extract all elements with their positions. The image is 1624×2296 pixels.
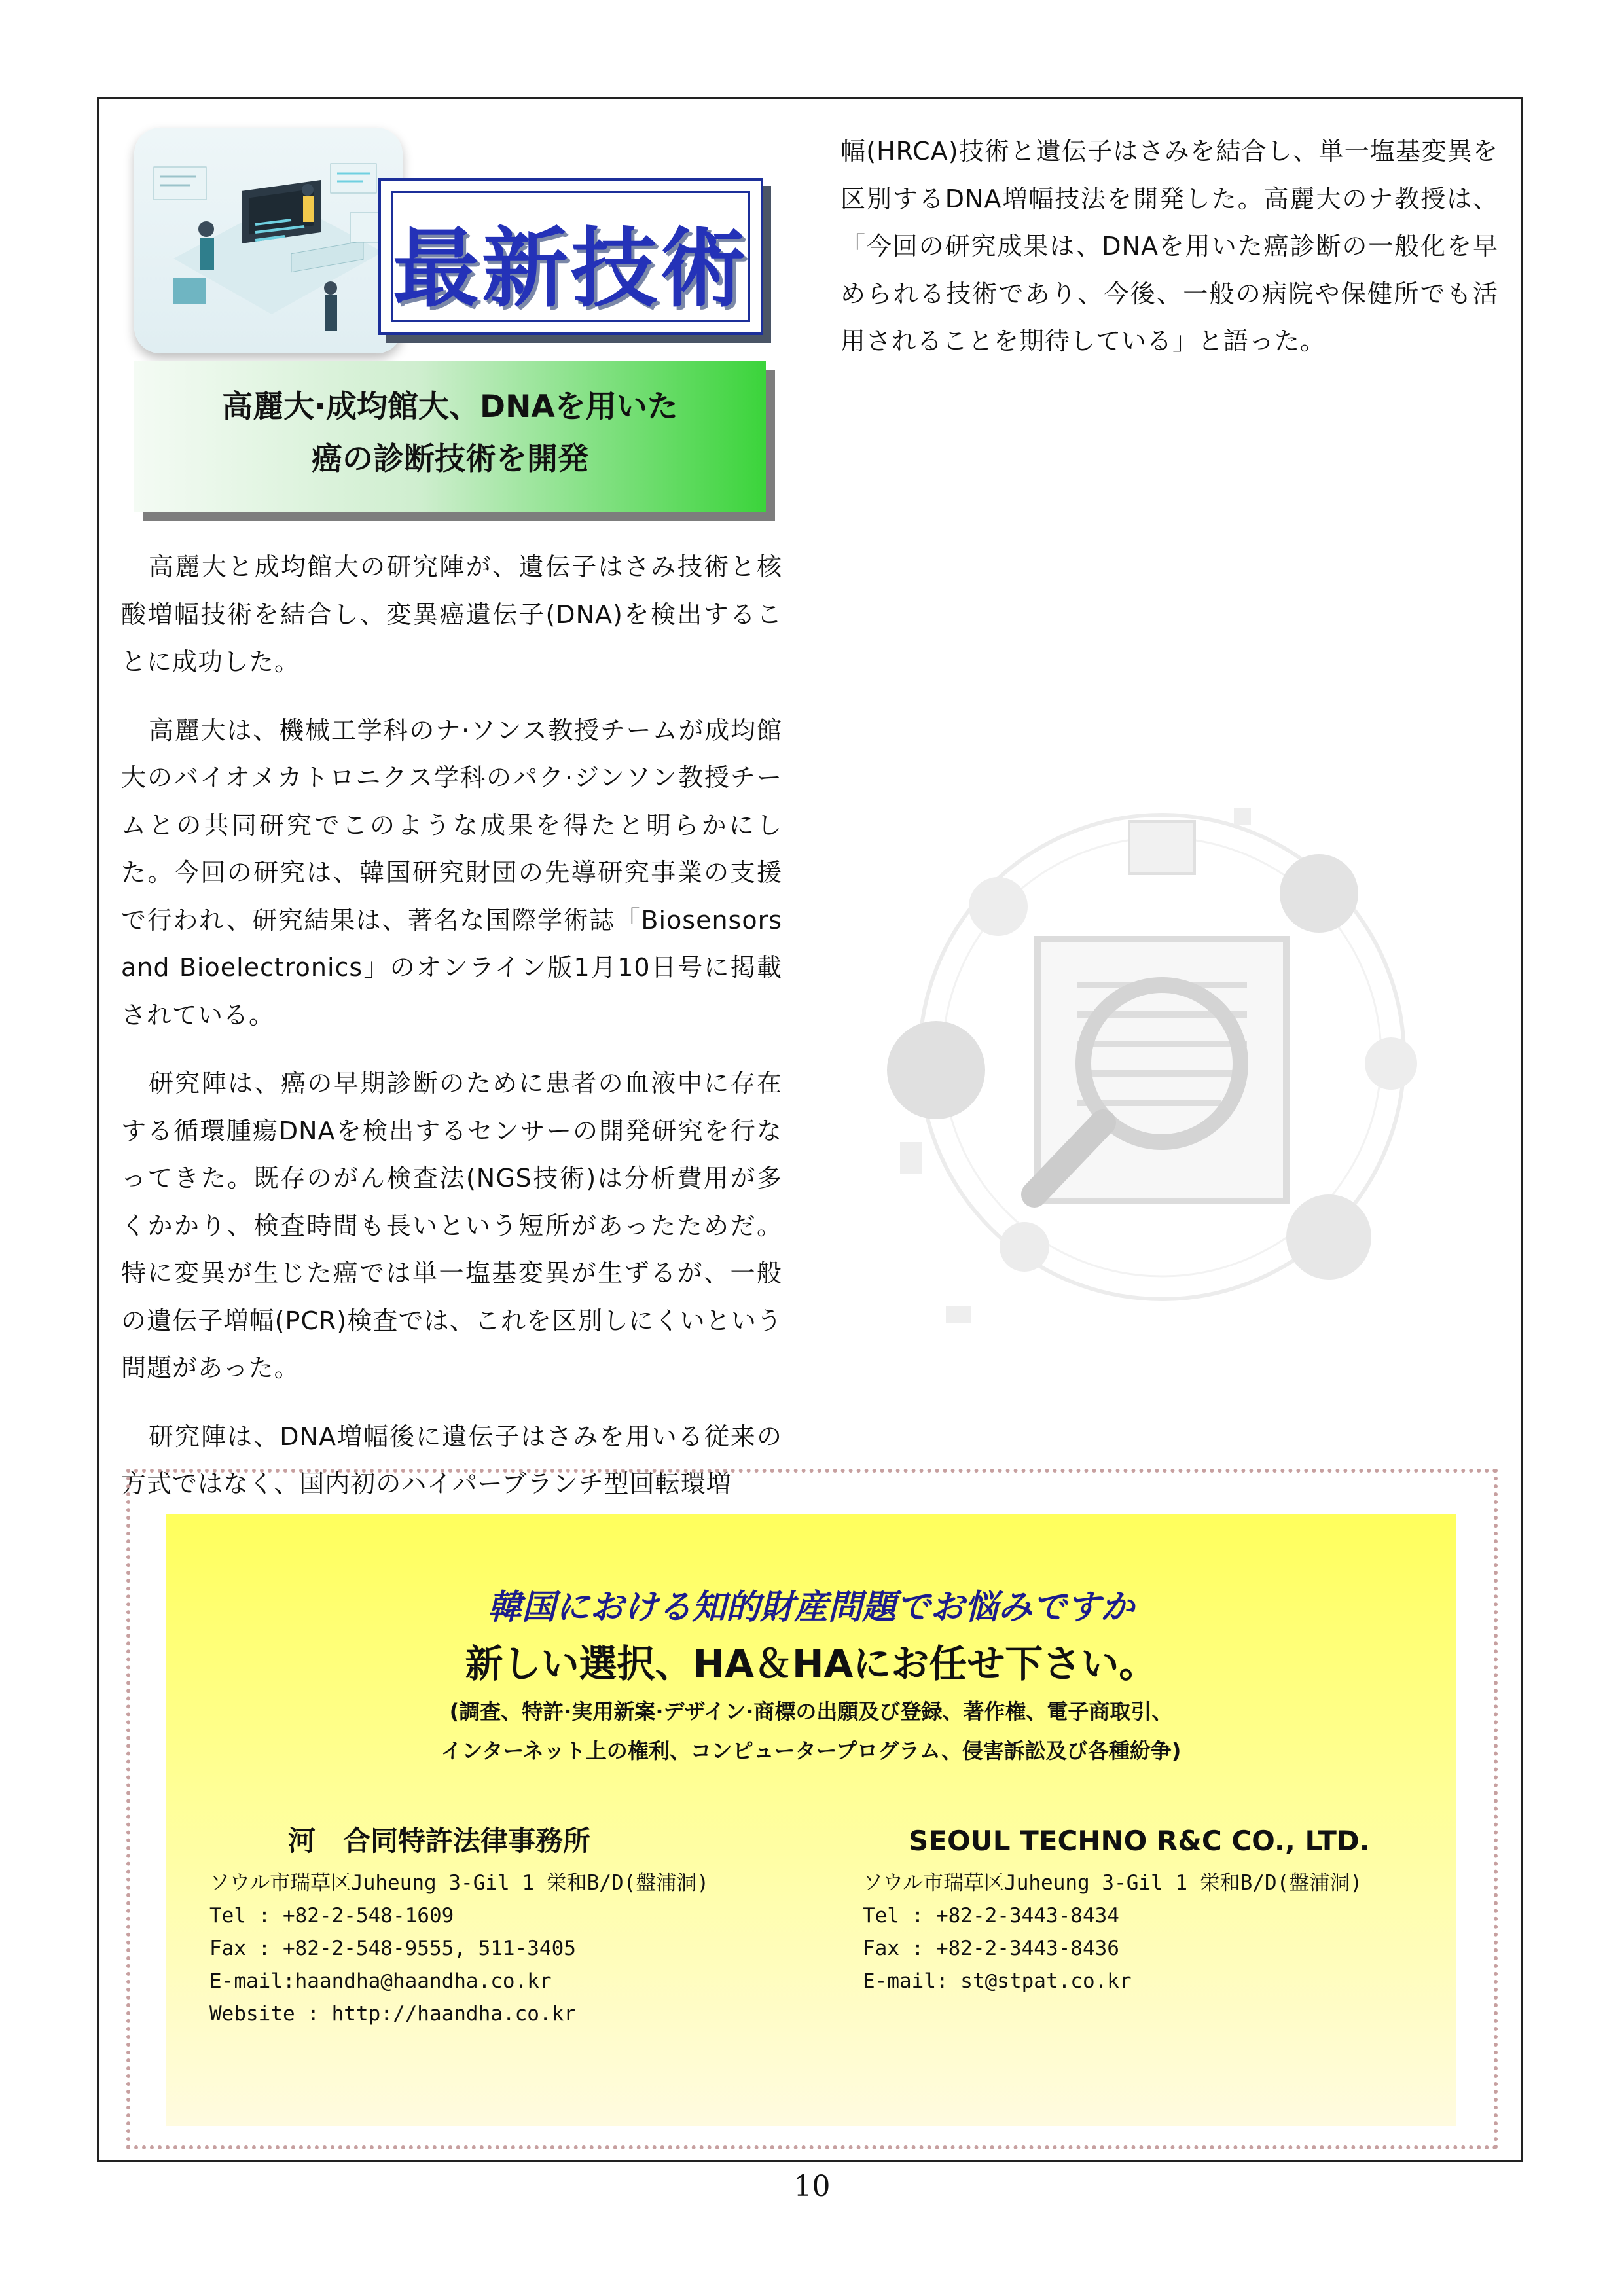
- research-illustration: [880, 776, 1443, 1345]
- firm-seoul-techno: [863, 1825, 1370, 1998]
- firm-address: ソウル市瑞草区Juheung 3-Gil 1 栄和B/D(盤浦洞): [209, 1871, 710, 1895]
- firm-website[interactable]: Website : http://haandha.co.kr: [209, 2002, 576, 2026]
- ad-slogan: 新しい選択、HA＆HAにお任せ下さい。: [465, 1641, 1157, 1686]
- paragraph: 高麗大と成均館大の研究陣が、遺伝子はさみ技術と核酸増幅技術を結合し、変異癌遺伝子(DNA)を検出することに成功した。: [121, 552, 782, 676]
- tech-hero-illustration: [134, 128, 403, 353]
- firm-tel: Tel : +82-2-548-1609: [209, 1904, 454, 1928]
- firm-fax: Fax : +82-2-3443-8436: [863, 1937, 1119, 1960]
- ad-services-line-2: インターネット上の権利、コンピュータープログラム、侵害訴訟及び各種紛争): [441, 1738, 1182, 1763]
- article-right-column: [840, 128, 1498, 386]
- headline-line-2: 癌の診断技術を開発: [312, 441, 588, 477]
- page-number: 10: [793, 2170, 831, 2203]
- paragraph: 研究陣は、癌の早期診断のために患者の血液中に存在する循環腫瘍DNAを検出するセンサーの開発研究を行なってきた。既存のがん検査法(NGS技術)は分析費用が多くかかり、検査時間も長いという短所があったためだ。特に変異が生じた癌では単一塩基変異が生ずるが、一般の遺伝子増幅(PCR)検査では、これを区別しにくいという問題があった。: [121, 1069, 782, 1382]
- ad-services: [166, 1692, 1456, 1770]
- firm-email[interactable]: E-mail: st@stpat.co.kr: [863, 1969, 1132, 1993]
- article-left-column: [121, 543, 782, 1529]
- ad-services-line-1: (調査、特許·実用新案·デザイン·商標の出願及び登録、著作権、電子商取引、: [449, 1699, 1173, 1724]
- headline-line-1: 高麗大·成均館大、DNAを用いた: [222, 389, 678, 425]
- firm-address: ソウル市瑞草区Juheung 3-Gil 1 栄和B/D(盤浦洞): [863, 1871, 1363, 1895]
- article-headline: [134, 361, 766, 512]
- paragraph: 研究陣は、DNA増幅後に遺伝子はさみを用いる従来の方式ではなく、国内初のハイパーブランチ型回転環増: [121, 1422, 782, 1498]
- firm-fax: Fax : +82-2-548-9555, 511-3405: [209, 1937, 576, 1960]
- firm-name: 河 合同特許法律事務所: [288, 1825, 591, 1857]
- firm-email[interactable]: E-mail:haandha@haandha.co.kr: [209, 1969, 552, 1993]
- firm-tel: Tel : +82-2-3443-8434: [863, 1904, 1119, 1928]
- firm-haandha: [209, 1825, 709, 2030]
- ad-banner: [166, 1514, 1456, 2126]
- section-title-box: [378, 178, 763, 335]
- firm-name: SEOUL TECHNO R&C CO., LTD.: [909, 1825, 1370, 1857]
- section-title: 最新技術: [393, 219, 749, 319]
- ad-tagline: 韓国における知的財産問題でお悩みですか: [487, 1588, 1134, 1627]
- paragraph: 高麗大は、機械工学科のナ·ソンス教授チームが成均館大のバイオメカトロニクス学科のパク·ジンソン教授チームとの共同研究でこのような成果を得たと明らかにした。今回の研究は、韓国研究財団の先導研究事業の支援で行われ、研究結果は、著名な国際学術誌「Biosensors and Bioelectronics」のオンライン版1月10日号に掲載されている。: [121, 715, 782, 1030]
- paragraph: 幅(HRCA)技術と遺伝子はさみを結合し、単一塩基変異を区別するDNA増幅技法を開発した。高麗大のナ教授は、「今回の研究成果は、DNAを用いた癌診断の一般化を早められる技術であり、今後、一般の病院や保健所でも活用されることを期待している」と語った。: [840, 137, 1498, 355]
